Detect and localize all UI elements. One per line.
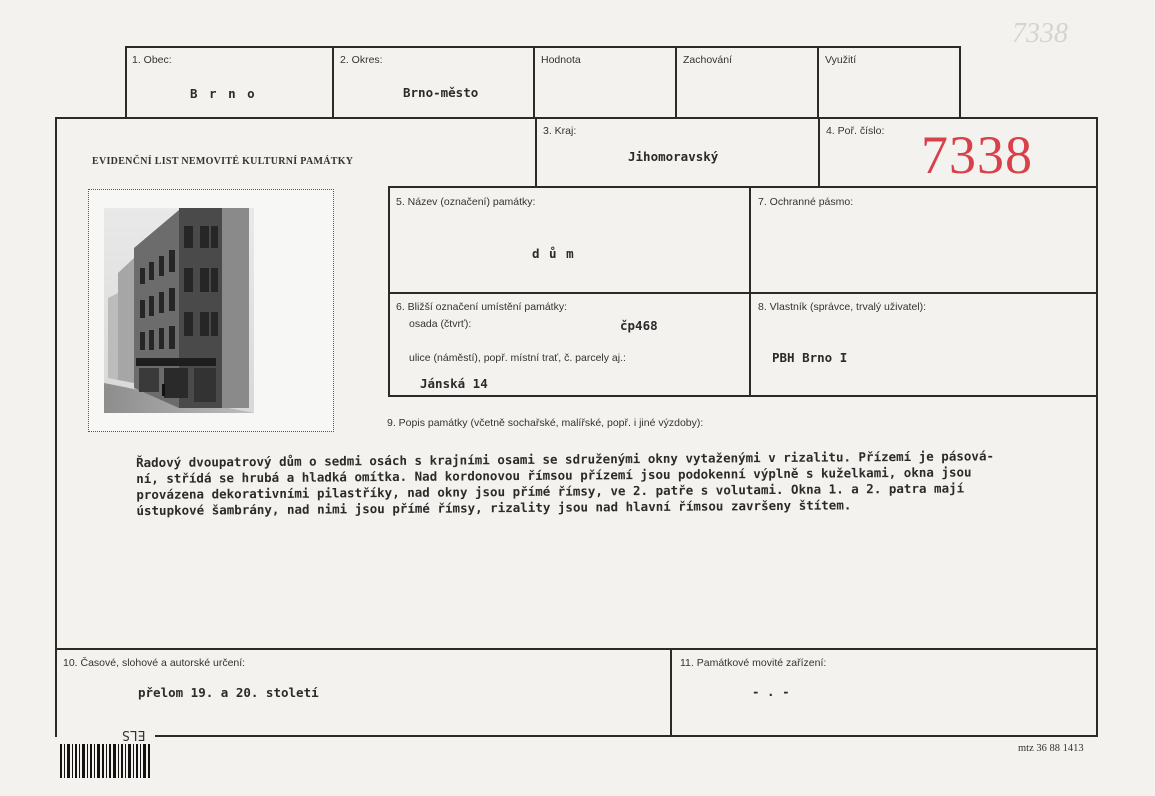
popis-label: 9. Popis památky (včetně sochařské, malířské, popř. i jiné výzdoby):	[387, 417, 704, 429]
photo-frame	[88, 189, 334, 432]
movita-zarizeni-value: - . -	[752, 684, 790, 699]
barcode	[60, 744, 152, 778]
footer-code: ELS	[122, 727, 146, 742]
obec-label: 1. Obec:	[132, 54, 172, 66]
por-cislo-label: 4. Poř. číslo:	[826, 125, 885, 137]
datace-label: 10. Časové, slohové a autorské určení:	[63, 657, 246, 669]
datace-value: přelom 19. a 20. století	[138, 685, 319, 700]
kraj-label: 3. Kraj:	[543, 125, 577, 137]
nazev-value: d ů m	[532, 246, 575, 261]
vyuziti-label: Využití	[825, 54, 857, 66]
popis-line: Řadový dvoupatrový dům o sedmi osách s krajními osami se sdruženými okny vytaženými v rizalitu. Přízemí je pásová-	[136, 448, 995, 470]
popis-line: ústupkové šambrány, nad nimi jsou přímé římsy, rizality jsou nad hlavní římsou završeny štítem.	[136, 497, 852, 518]
faint-pencil-number: 7338	[1012, 18, 1068, 49]
okres-value: Brno-město	[403, 85, 479, 100]
vlastnik-label: 8. Vlastník (správce, trvalý uživatel):	[758, 301, 927, 313]
obec-value: B r n o	[190, 86, 257, 101]
zachovani-label: Zachování	[683, 54, 733, 66]
popis-line: ní, střídá se hrubá a hladká omítka. Nad kordonovou římsou přízemí jsou podokenní výplně s kuželkami, okna jsou	[136, 464, 972, 486]
hodnota-label: Hodnota	[541, 54, 581, 66]
kraj-value: Jihomoravský	[628, 149, 719, 164]
ulice-value: Jánská 14	[420, 376, 488, 391]
popis-line: provázena dekorativními pilastříky, nad okny jsou přímé římsy, ve 2. patře s volutami. Okna 1. a 2. patra mají	[136, 480, 965, 502]
print-code: mtz 36 88 1413	[1018, 743, 1084, 754]
building-photo	[104, 208, 254, 413]
okres-label: 2. Okres:	[340, 54, 383, 66]
ulice-label: ulice (náměstí), popř. místní trať, č. parcely aj.:	[409, 352, 626, 364]
osada-label: osada (čtvrť):	[409, 318, 472, 330]
umisteni-label: 6. Bližší označení umístění památky:	[396, 301, 567, 313]
popis-text	[136, 448, 994, 519]
cp-value: čp468	[620, 318, 658, 333]
movita-zarizeni-label: 11. Památkové movité zařízení:	[680, 657, 827, 669]
por-cislo-value: 7338	[921, 125, 1033, 185]
form-title: EVIDENČNÍ LIST NEMOVITÉ KULTURNÍ PAMÁTKY	[92, 156, 354, 167]
ochranne-pasmo-label: 7. Ochranné pásmo:	[758, 196, 854, 208]
nazev-label: 5. Název (označení) památky:	[396, 196, 536, 208]
vlastnik-value: PBH Brno I	[772, 350, 848, 365]
